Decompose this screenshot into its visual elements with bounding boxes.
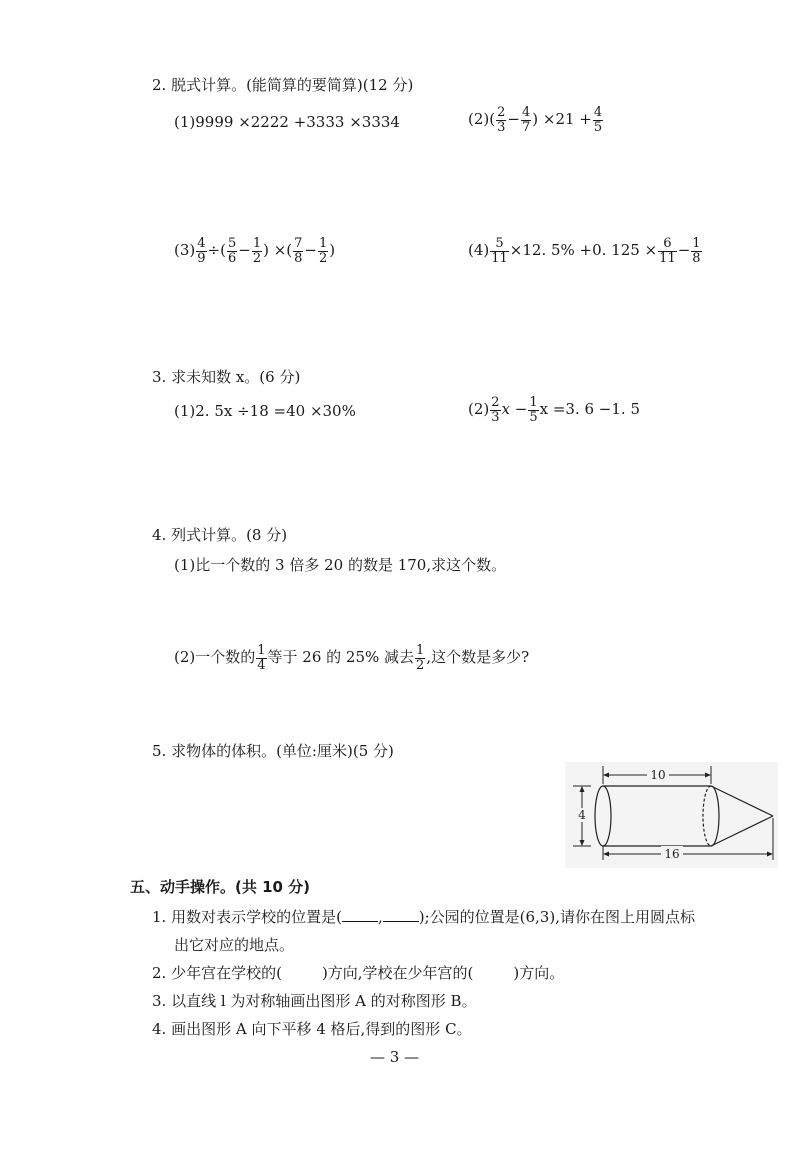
- label-top: 10: [650, 768, 666, 782]
- q4-part2: [174, 644, 529, 672]
- s5-item-2-text-a: 2. 少年宫在学校的(: [152, 964, 282, 982]
- q2-part3-label: (3): [174, 241, 196, 260]
- s5-item-1-text-c: );公园的位置是(6,3),请你在图上用圆点标: [418, 908, 695, 926]
- s5-item-3: 3. 以直线 l 为对称轴画出图形 A 的对称图形 B。: [152, 992, 477, 1010]
- s5-item-2: [152, 962, 564, 983]
- q4-part2-pre: (2)一个数的: [174, 648, 256, 667]
- fraction: $\frac{1}{5}$: [529, 395, 538, 425]
- fraction: $\frac{1}{2}$: [319, 236, 328, 266]
- q3-part2-x1: x −: [501, 400, 528, 419]
- fraction: $\frac{2}{3}$: [491, 395, 500, 425]
- s5-item-4: 4. 画出图形 A 向下平移 4 格后,得到的图形 C。: [152, 1020, 472, 1038]
- op: ÷(: [207, 241, 226, 260]
- q3-part2-x2: x =3. 6 −1. 5: [539, 400, 640, 419]
- minus-sign: −: [507, 110, 520, 129]
- q3-part1: (1)2. 5x ÷18 =40 ×30%: [174, 402, 356, 420]
- label-left: 4: [578, 808, 586, 822]
- q2-part2-open: (2)(: [468, 110, 496, 129]
- fraction: $\frac{5}{11}$: [491, 236, 508, 266]
- cylinder-cone-figure: [565, 762, 780, 870]
- q2-part2: [468, 106, 604, 134]
- label-bottom: 16: [664, 847, 680, 861]
- q3-title: 3. 求未知数 x。(6 分): [152, 368, 301, 386]
- q2-part1: (1)9999 ×2222 +3333 ×3334: [174, 113, 400, 131]
- s5-item-2-text-c: )方向。: [513, 964, 565, 982]
- op: ): [329, 241, 336, 260]
- fraction: $\frac{4}{7}$: [521, 105, 531, 135]
- fraction: $\frac{1}{2}$: [416, 643, 425, 673]
- op: −: [238, 241, 251, 260]
- q2-title: 2. 脱式计算。(能简算的要简算)(12 分): [152, 76, 414, 94]
- fraction: $\frac{2}{3}$: [497, 105, 506, 135]
- q4-title: 4. 列式计算。(8 分): [152, 526, 288, 544]
- q4-part2-post: ,这个数是多少?: [426, 648, 530, 667]
- fraction: $\frac{7}{8}$: [294, 236, 303, 266]
- fraction: $\frac{1}{8}$: [692, 236, 701, 266]
- fraction: $\frac{4}{9}$: [197, 236, 206, 266]
- fraction: $\frac{5}{6}$: [227, 236, 237, 266]
- section5-title: 五、动手操作。(共 10 分): [130, 878, 311, 896]
- q2-part4-mid: ×12. 5% +0. 125 ×: [509, 241, 658, 260]
- op: −: [304, 241, 317, 260]
- q2-part2-mid: ) ×21 +: [532, 110, 592, 129]
- page-number: — 3 —: [370, 1048, 420, 1066]
- minus-sign: −: [677, 241, 691, 260]
- q3-part2: [468, 396, 640, 424]
- q2-part3: [174, 237, 335, 265]
- s5-item-2-text-b: )方向,学校在少年宫的(: [321, 964, 474, 982]
- fraction: $\frac{1}{4}$: [257, 643, 266, 673]
- q2-part4-label: (4): [468, 241, 490, 260]
- s5-item-1-comma: ,: [377, 908, 383, 926]
- s5-item-1: [152, 906, 695, 927]
- s5-item-1-text-a: 1. 用数对表示学校的位置是(: [152, 908, 342, 926]
- fraction: $\frac{4}{5}$: [593, 105, 603, 135]
- op: ) ×(: [263, 241, 293, 260]
- q3-part2-label: (2): [468, 400, 490, 419]
- q4-part2-mid: 等于 26 的 25% 减去: [267, 648, 415, 667]
- s5-item-1-cont: 出它对应的地点。: [174, 936, 295, 954]
- q4-part1: (1)比一个数的 3 倍多 20 的数是 170,求这个数。: [174, 556, 507, 574]
- q5-title: 5. 求物体的体积。(单位:厘米)(5 分): [152, 742, 394, 760]
- q2-part4: [468, 237, 703, 265]
- blank-line: [342, 921, 378, 922]
- blank-line: [383, 921, 419, 922]
- fraction: $\frac{1}{2}$: [252, 236, 262, 266]
- fraction: $\frac{6}{11}$: [659, 236, 676, 266]
